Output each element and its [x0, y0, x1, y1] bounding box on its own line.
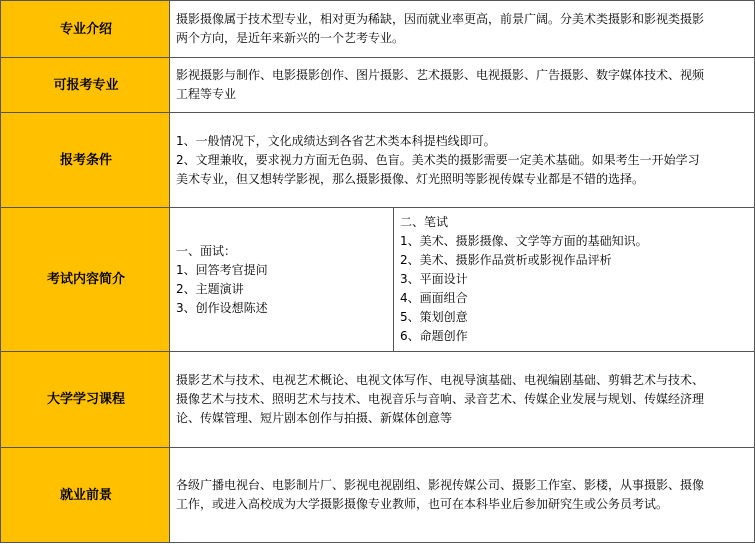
text-line: 摄影摄像属于技术型专业，相对更为稀缺，因而就业率更高，前景广阔。分美术类摄影和影视类摄影 [176, 12, 705, 26]
text-line: 摄像艺术与技术、照明艺术与技术、电视音乐与音响、录音艺术、传媒企业发展与规划、传媒经济理 [176, 392, 705, 406]
text-line: 4、画面组合 [400, 291, 468, 305]
text-line: 各级广播电视台、电影制片厂、影视电视剧组、影视传媒公司、摄影工作室、影楼，从事摄影、摄像 [176, 478, 705, 492]
label-courses: 大学学习课程 [1, 352, 170, 448]
text-line: 美术专业，但又想转学影视，那么摄影摄像、灯光照明等影视传媒专业都是不错的选择。 [176, 171, 645, 186]
row-eligible-majors [1, 58, 755, 113]
label-career: 就业前景 [1, 448, 170, 543]
content-requirements [170, 113, 755, 208]
text-line: 工作，或进入高校成为大学摄影摄像专业教师，也可在本科毕业后参加研究生或公务员考试。 [176, 497, 669, 511]
text-line: 影视摄影与制作、电影摄影创作、图片摄影、艺术摄影、电视摄影、广告摄影、数字媒体技术、视频 [176, 68, 705, 82]
text-line: 2、主题演讲 [176, 281, 244, 296]
content-written-exam [394, 208, 755, 352]
text-line: 6、命题创作 [400, 329, 468, 343]
text-line: 二、笔试 [400, 215, 449, 229]
text-line: 3、创作设想陈述 [176, 300, 268, 315]
text-line: 5、策划创意 [400, 310, 468, 324]
content-eligible-majors [170, 58, 755, 113]
label-major-intro: 专业介绍 [1, 1, 170, 58]
text-line: 工程等专业 [176, 87, 237, 101]
row-major-intro [1, 1, 755, 58]
text-line: 论、传媒管理、短片剧本创作与拍摄、新媒体创意等 [176, 411, 453, 425]
text-line: 3、平面设计 [400, 272, 468, 286]
row-courses [1, 352, 755, 448]
content-courses [170, 352, 755, 448]
text-line: 1、一般情况下，文化成绩达到各省艺术类本科提档线即可。 [176, 133, 496, 148]
row-requirements [1, 113, 755, 208]
text-line: 摄影艺术与技术、电视艺术概论、电视文体写作、电视导演基础、电视编剧基础、剪辑艺术与技术、 [176, 373, 705, 387]
text-line: 1、美术、摄影摄像、文学等方面的基础知识。 [400, 234, 648, 248]
text-line: 一、面试： [176, 243, 237, 258]
label-requirements: 报考条件 [1, 113, 170, 208]
row-career [1, 448, 755, 543]
row-exam-content [1, 208, 755, 352]
text-line: 1、回答考官提问 [176, 262, 268, 277]
label-eligible-majors: 可报考专业 [1, 58, 170, 113]
content-major-intro [170, 1, 755, 58]
content-interview [170, 208, 394, 352]
text-line: 2、美术、摄影作品赏析或影视作品评析 [400, 253, 612, 267]
text-line: 2、文理兼收，要求视力方面无色弱、色盲。美术类的摄影需要一定美术基础。如果考生一开始学习 [176, 152, 700, 167]
content-career [170, 448, 755, 543]
text-line: 两个方向，是近年来新兴的一个艺考专业。 [176, 31, 405, 45]
label-exam-content: 考试内容简介 [1, 208, 170, 352]
